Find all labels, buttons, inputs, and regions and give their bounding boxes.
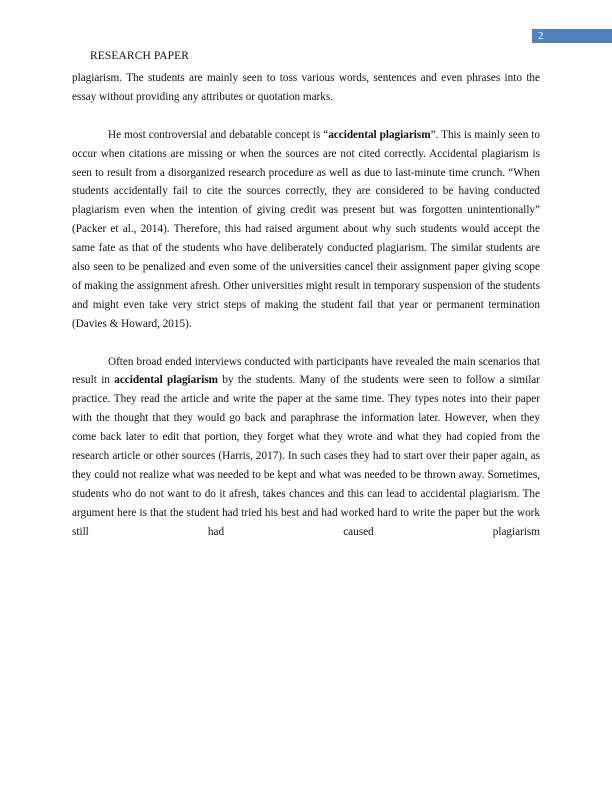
bold-term: accidental plagiarism: [328, 128, 431, 141]
paragraph-text: by the students. Many of the students were seen to follow a similar practice. They read the article and write the paper at the same time. They types notes into their paper with the thought that they would go back and paraphrase the information later. However, when they come back later to edit that portion, they forget what they wrote and what they had copied from the research article or other sources (Harris, 2017). In such cases they had to start over their paper again, as they could not realize what was needed to be kept and what was needed to be thrown away. Sometimes, students who do not want to do it afresh, takes chances and this can lead to accidental plagiarism. The argument here is that the student had tried his best and had worked hard to write the paper but the work still had caused plagiarism: [72, 374, 541, 538]
document-body: [72, 69, 540, 542]
bold-term: accidental plagiarism: [114, 374, 219, 387]
paragraph-text: Often broad ended interviews conducted with participants have revealed the main scenarios that result in: [72, 355, 540, 387]
page-number: 2: [538, 30, 544, 42]
paragraph-text: ”. This is mainly seen to occur when citations are missing or when the sources are not cited correctly. Accidental plagiarism is seen to result from a disorganized research procedure as well as due to last-minute time crunch. “When students accidentally fail to cite the sources correctly, they are considered to be having conducted plagiarism even when the intention of giving credit was present but was forgotten unintentionally” (Packer et al., 2014). Therefore, this had raised argument about why such students would accept the same fate as that of the students who have deliberately conducted plagiarism. The similar students are also seen to be penalized and even some of the universities cancel their assignment paper giving scope of making the assignment afresh. Other universities might result in temporary suspension of the students and might even take very strict steps of making the student fail that year or permanent termination (Davies & Howard, 2015).: [72, 128, 540, 330]
running-head: RESEARCH PAPER: [90, 50, 190, 62]
paragraph-accidental-plagiarism-definition: [72, 126, 540, 334]
paragraph-interviews: [72, 353, 540, 542]
page-number-bar: [532, 29, 612, 43]
paragraph-text: He most controversial and debatable concept is “: [108, 128, 329, 141]
paragraph-continued: plagiarism. The students are mainly seen to toss various words, sentences and even phrases into the essay without providing any attributes or quotation marks.: [72, 72, 540, 103]
